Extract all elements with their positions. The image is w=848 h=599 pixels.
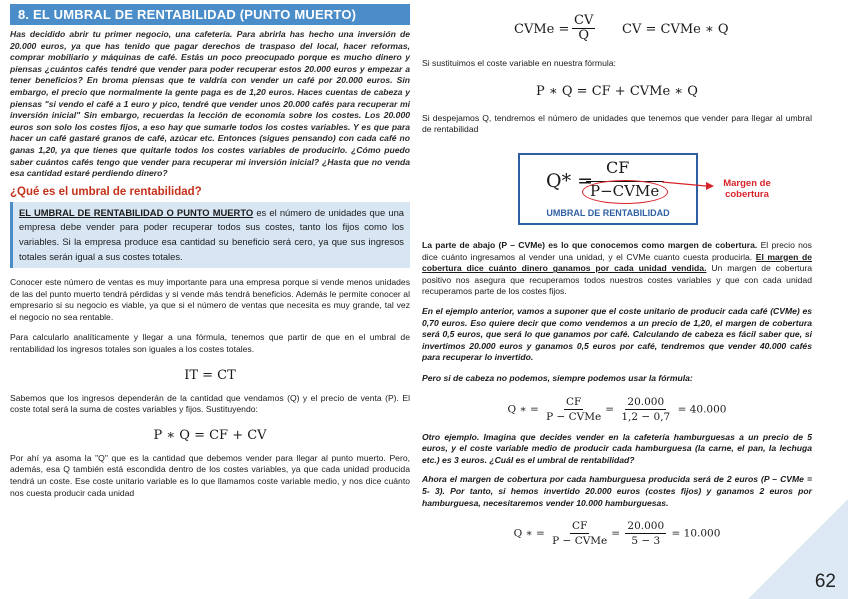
formula-num: CF [606, 158, 630, 177]
eq-cv-rhs: CV = CVMe ∗ Q [622, 22, 729, 37]
eq5-n1: CF [565, 395, 582, 408]
eq5-d1: P − CVMe [546, 410, 602, 423]
margin-highlight-ellipse [582, 180, 668, 204]
margin-underlined: El margen de cobertura dice cuánto dinero ganamos por cada unidad vendida. [422, 251, 813, 274]
margin-end: Un margen de cobertura positivo nos asegura que recuperamos todos nuestros costes variables y que con cada unidad recuperamos parte de los costes fijos. [422, 263, 812, 297]
formula-lhs: Q* = [546, 170, 594, 192]
page-number: 62 [814, 571, 836, 592]
eq6-n2: 20.000 [627, 520, 665, 533]
left-column [10, 0, 410, 499]
paragraph-margin [422, 240, 812, 298]
eq5-frac1 [544, 395, 603, 424]
paragraph-hamburger: Otro ejemplo. Imagina que decides vender en la cafetería hamburguesas a un precio de 5 euros, y el coste variable medio de producir cada hamburguesa (la carne, el pan, la lechuga etc.) es 3 euros. ¿Cuál es el umbral de rentabilidad? [422, 431, 812, 465]
definition-box [10, 202, 410, 268]
eq6-frac2 [625, 519, 666, 548]
margin-text: El precio nos dice cuánto ingresamos al vender una unidad, y el CVMe cuanto cuesta producirla. [422, 240, 812, 262]
equation-example-2: Q ∗ = $\frac{CF}{\text{P − CVMe}}$ = $\frac{20.000}{5 - 3}$ = 10.000 [513, 520, 721, 548]
paragraph-q: Por ahí ya asoma la "Q" que es la cantidad que debemos vender para llegar al punto muerto. Pero, además, esa Q también está escondida dentro de los costes variables, ya que cada unidad producida tendrá un coste. Ese coste unitario variable es lo que llamamos coste variable medio, y nos dice cuánto nos cuesta producir cada unidad [10, 452, 410, 498]
paragraph-despejar: Si despejamos Q, tendremos el número de unidades que tenemos que vender para llegar al umbral de rentabilidad [422, 112, 812, 135]
equation-pq-cf-cv: P ∗ Q = CF + CV [153, 427, 267, 443]
equation-it-ct: IT = CT [184, 367, 236, 383]
margin-label: Margen de cobertura [723, 178, 771, 200]
eq-cvme-num: CV [574, 13, 594, 28]
eq6-d2: 5 − 3 [631, 535, 661, 548]
formula-den: P−CVMe [590, 182, 660, 200]
definition-term: EL UMBRAL DE RENTABILIDAD O PUNTO MUERTO [19, 206, 254, 218]
paragraph-analytic: Para calcularlo analíticamente y llegar a una fórmula, tenemos que partir de que en el umbral de rentabilidad los ingresos totales son iguales a los costes totales. [10, 332, 410, 355]
equation-example-1: Q ∗ = $\frac{CF}{\text{P − CVMe}}$ = $\frac{20.000}{1,2 - 0,7}$ = 40.000 [507, 395, 727, 423]
arrow-icon [662, 178, 718, 192]
eq5-n2: 20.000 [627, 395, 665, 408]
umbral-label: UMBRAL DE RENTABILIDAD [546, 208, 670, 218]
section-heading: ¿Qué es el umbral de rentabilidad? [10, 185, 202, 198]
right-column [422, 0, 813, 548]
eq6-frac1 [550, 519, 609, 548]
intro-paragraph: Has decidido abrir tu primer negocio, una cafetería. Para abrirla has hecho una inversión de 20.000 euros, ya que has tenido que pagar derechos de traspaso del local, hacer reformas, comprar mobiliario y máquinas de café. Estás un poco preocupado porque es mucho dinero y piensas ¿cuántos cafés tendré que vender para poder recuperar estos 20.000 euros y empezar a tener beneficios? En broma piensas que te valdría con vender un café por 20.000 euros. Sin embargo, el precio que normalmente la gente paga es de 1,20 euros. Haces cuentas de cabeza y piensas "si vendo el café a 1 euro y pico, tendré que vender unos 20.000 cafés para recuperar mi inversión inicial" Sin embargo, recuerdas la lección de economía sobre los costes. Los 20.000 euros son solo los costes fijos, a eso hay que sumarle todos los costes variables. Y es que para hacer un café gastaré granos de café, azúcar etc. Entonces (sigues pensando) con cada café no ganas 1,20, ya que tienes que quitarle todos los costes variables de producirlo. ¿Cómo puedo saber cuántos cafés tengo que vender para recuperar mi inversión inicial? ¿Hasta que no venda esa cantidad estaré perdiendo dinero? [10, 29, 410, 179]
paragraph-hamburger-margin: Ahora el margen de cobertura por cada hamburguesa producida será de 2 euros (P – CVMe = 5- 3). Por tanto, si hemos invertido 20.000 euros (costes fijos) y ganamos 2 euros por hamburguesa, necesitaremos vender 10.000 hamburguesas. [422, 474, 812, 508]
eq6-n1: CF [572, 520, 588, 533]
section-banner: 8. EL UMBRAL DE RENTABILIDAD (PUNTO MUERTO) [10, 4, 410, 25]
eq5-frac2 [619, 395, 672, 424]
eq5-d2: 1,2 − 0,7 [621, 410, 671, 423]
eq6-d1: P − CVMe [552, 535, 608, 548]
equation-cvme [422, 14, 812, 50]
eq5-lhs: Q ∗ = [507, 403, 539, 416]
eq6-lhs: Q ∗ = [513, 527, 545, 540]
paragraph-income: Sabemos que los ingresos dependerán de la cantidad que vendamos (Q) y el precio de venta (P). El coste total será la suma de costes variables y fijos. Sustituyendo: [10, 392, 410, 415]
equation-pq-cvme: P ∗ Q = CF + CVMe ∗ Q [536, 83, 698, 99]
paragraph-importance: Conocer este número de ventas es muy importante para una empresa porque si vende menos unidades de las del punto muerto tendrá pérdidas y si vende más tendrá beneficios. Además le permite conocer al empresario si su negocio es viable, ya que si el número de ventas que necesita es muy grande, tal vez el negocio no sea rentable. [10, 277, 410, 322]
margin-bold: La parte de abajo (P – CVMe) es lo que conocemos como margen de cobertura. [422, 240, 758, 250]
eq-cvme-fraction [572, 14, 595, 43]
paragraph-formula-use: Pero si de cabeza no podemos, siempre podemos usar la fórmula: [422, 372, 693, 383]
definition-text: es el número de unidades que una empresa debe vender para poder recuperar todos sus costes, tanto los fijos como los variables. Si la empresa produce esa cantidad su beneficio será cero, ya que sus ingresos totales serán igual a sus costes totales. [19, 206, 404, 262]
eq-cvme-lhs: CVMe = [514, 22, 570, 37]
paragraph-example: En el ejemplo anterior, vamos a suponer que el coste unitario de producir cada café (CVMe) es 0,70 euros. Eso quiere decir que como vendemos a un precio de 1,20, el margen de cobertura será 0,5 euros, que será lo que ganamos por café. Calculando de cabeza es fácil saber que, si invertimos 20.000 euros y ganamos 0,5 euros por café, tendremos que vender 40.000 cafés para recuperar lo invertido. [422, 305, 812, 363]
eq5-result: = 40.000 [677, 403, 727, 416]
eq6-result: = 10.000 [671, 527, 721, 540]
eq-cvme-den: Q [578, 28, 589, 43]
paragraph-substitute: Si sustituimos el coste variable en nuestra fórmula: [422, 58, 616, 68]
